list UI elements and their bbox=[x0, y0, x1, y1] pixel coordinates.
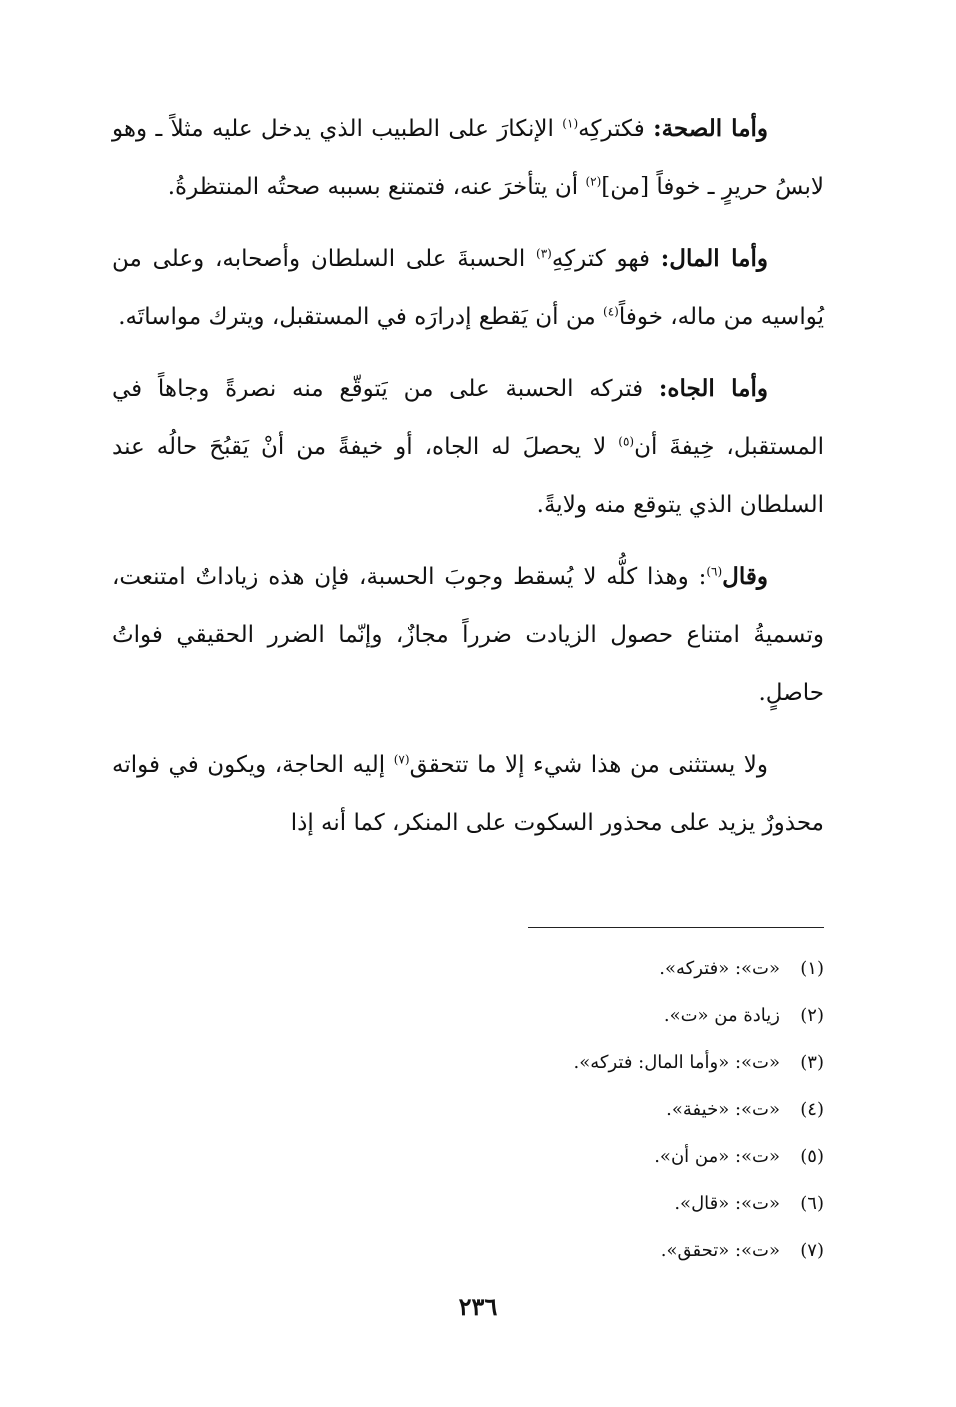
paragraph-text: فهو كتركِهِ bbox=[551, 246, 661, 272]
paragraph-text: : وهذا كلُّه لا يُسقط وجوبَ الحسبة، فإن هذه زياداتٌ امتنعت، وتسميةُ امتناع حصول الزيادت ضرراً مجازٌ، وإنّما الضرر الحقيقي فواتُ حاصلٍ. bbox=[112, 564, 824, 706]
footnote-number: (٦) bbox=[800, 1193, 824, 1214]
footnote-text: «ت»: «قال». bbox=[674, 1193, 780, 1214]
footnote-marker[interactable]: (٦) bbox=[706, 564, 723, 579]
footnote-text: «ت»: «من أن». bbox=[654, 1146, 780, 1167]
footnote-number: (٢) bbox=[800, 1005, 824, 1026]
footnote-text: «ت»: «تحقق». bbox=[660, 1240, 780, 1261]
footnote-marker[interactable]: (٥) bbox=[618, 434, 635, 449]
paragraph bbox=[112, 548, 824, 722]
footnote-item bbox=[112, 1039, 824, 1086]
footnote-marker[interactable]: (٢) bbox=[585, 174, 602, 189]
paragraph-lead: وأما الصحة: bbox=[653, 115, 769, 142]
footnote-text: «ت»: «فتركه». bbox=[659, 958, 780, 979]
paragraph bbox=[112, 360, 824, 534]
footnote-item bbox=[112, 1133, 824, 1180]
footnote-item bbox=[112, 945, 824, 992]
paragraph bbox=[112, 736, 824, 852]
footnote-item bbox=[112, 992, 824, 1039]
footnote-marker[interactable]: (١) bbox=[562, 116, 579, 131]
footnote-number: (٧) bbox=[800, 1240, 824, 1261]
paragraph-lead: وأما المال: bbox=[660, 245, 768, 272]
footnote-number: (٤) bbox=[800, 1099, 824, 1120]
main-text bbox=[112, 100, 824, 852]
paragraph-text: فكتركِه bbox=[578, 116, 654, 142]
paragraph-text: الإنكارَ على الطبيب الذي يدخل عليه مثلاً ـ وهو لابسُ حريرٍ ـ خوفاً [من] bbox=[112, 116, 824, 200]
paragraph-lead: وأما الجاه: bbox=[658, 375, 768, 402]
footnote-marker[interactable]: (٣) bbox=[536, 246, 552, 261]
paragraph-text: إليه الحاجة، ويكون في فواته محذورٌ يزيد على محذور السكوت على المنكر، كما أنه إذا bbox=[112, 752, 824, 836]
paragraph bbox=[112, 100, 824, 216]
footnote-item bbox=[112, 1086, 824, 1133]
footnote-marker[interactable]: (٧) bbox=[393, 752, 410, 767]
paragraph-text: أن يتأخرَ عنه، فتمتنع بسببه صحتُه المنتظرةُ. bbox=[167, 174, 586, 200]
footnotes-list bbox=[112, 945, 824, 1274]
paragraph-text: فتركه الحسبة على من يَتوقّع منه نصرةً وجاهاً في المستقبل، خِيفةَ أن bbox=[112, 376, 824, 460]
footnote-text: زيادة من «ت». bbox=[663, 1005, 780, 1026]
footnote-divider bbox=[528, 927, 824, 928]
footnote-number: (٣) bbox=[800, 1052, 824, 1073]
page-body bbox=[112, 100, 824, 1261]
footnote-text: «ت»: «خيفة». bbox=[666, 1099, 780, 1120]
footnote-number: (١) bbox=[800, 958, 824, 979]
footnote-item bbox=[112, 1227, 824, 1274]
page-number: ٢٣٦ bbox=[458, 1292, 498, 1321]
footnote-text: «ت»: «وأما المال: فتركه». bbox=[573, 1052, 780, 1073]
paragraph-text: من أن يَقطع إدرارَه في المستقبل، ويترك مواساتَه. bbox=[118, 304, 603, 330]
paragraph-text: ولا يستثنى من هذا شيء إلا ما تتحقق bbox=[409, 752, 768, 778]
paragraph-lead: وقال bbox=[722, 563, 768, 590]
footnote-item bbox=[112, 1180, 824, 1227]
paragraph-text: لا يحصلَ له الجاه، أو خيفةً من أنْ يَقبُحَ حالُه عند السلطان الذي يتوقع منه ولايةً. bbox=[112, 434, 824, 518]
footnote-marker[interactable]: (٤) bbox=[603, 304, 619, 319]
footnote-number: (٥) bbox=[800, 1146, 824, 1167]
paragraph bbox=[112, 230, 824, 346]
paragraph-text: الحسبةَ على السلطان وأصحابه، وعلى من يُواسيه من ماله، خوفاً bbox=[112, 246, 824, 330]
